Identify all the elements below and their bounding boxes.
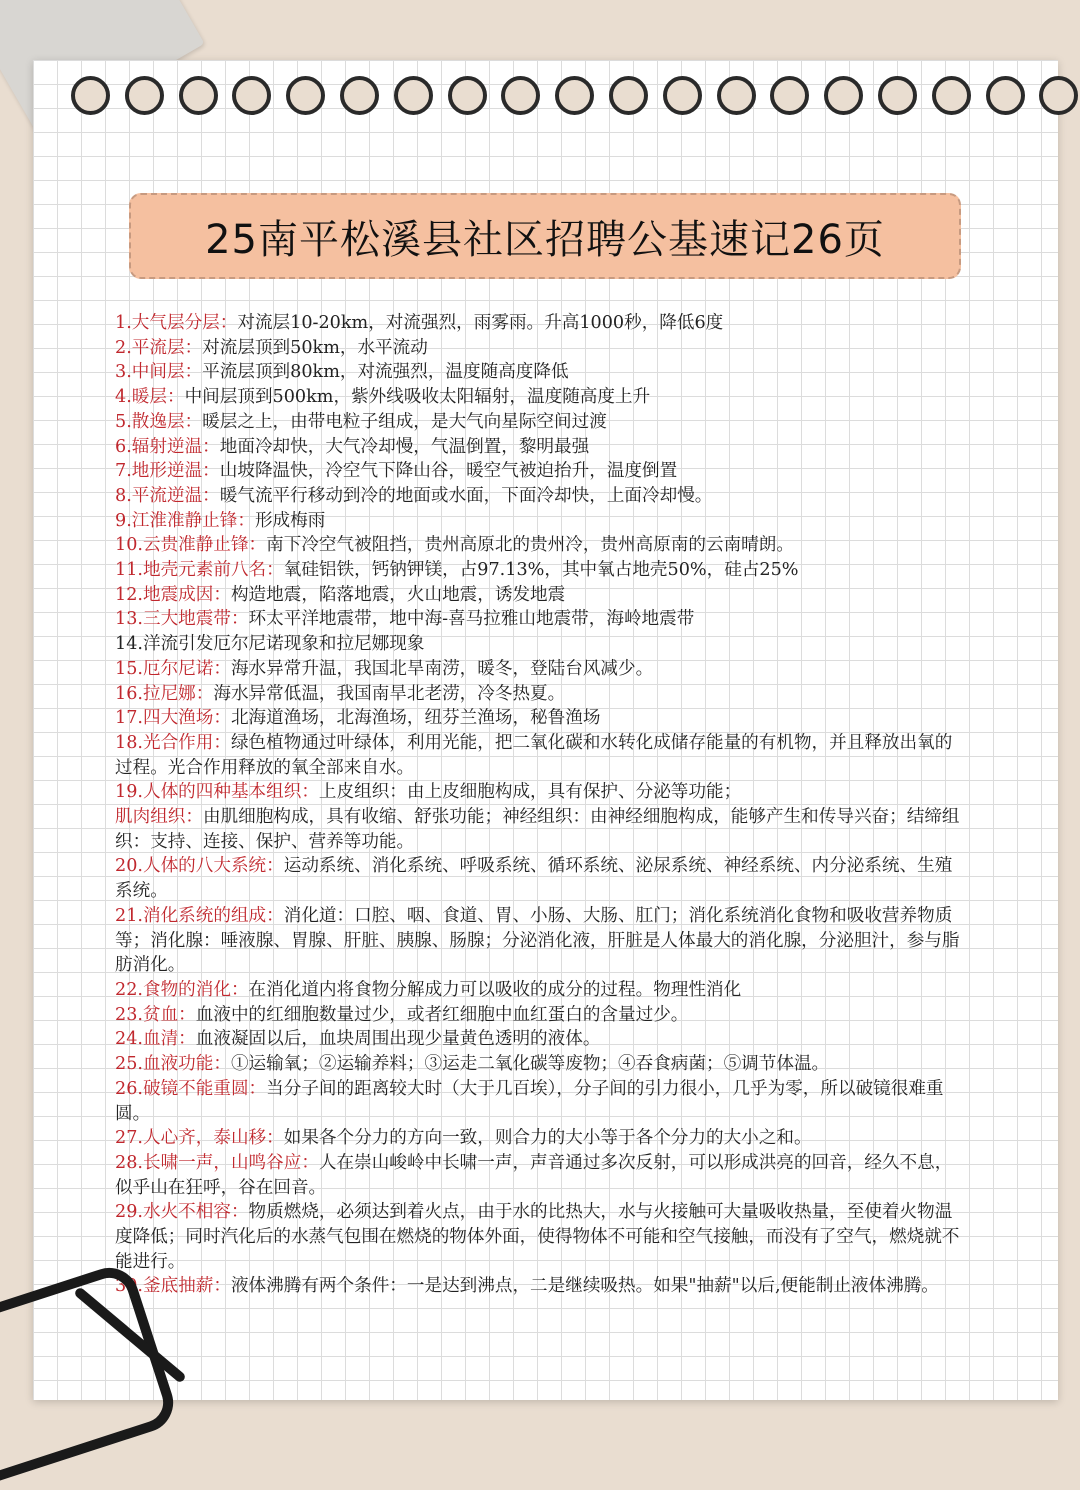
- note-text: 在消化道内将食物分解成力可以吸收的成分的过程。物理性消化: [248, 979, 742, 1000]
- note-text: 对流层10-20km，对流强烈，雨雾雨。升高1000秒，降低6度: [237, 313, 724, 333]
- note-term: 7.地形逆温：: [115, 461, 220, 482]
- note-text: 人在崇山峻岭中长啸一声，声音通过多次反射，可以形成洪亮的回音，经久不息，似乎山在狂呼，谷在回音。: [115, 1152, 953, 1198]
- note-entry: [115, 385, 965, 410]
- note-text: 地面冷却快，大气冷却慢，气温倒置，黎明最强: [219, 436, 590, 457]
- note-term: 5.散逸层：: [115, 411, 203, 432]
- note-term: 19.人体的四种基本组织：: [115, 782, 319, 803]
- note-entry: [115, 682, 965, 707]
- note-text: 物质燃烧，必须达到着火点，由于水的比热大，水与火接触可大量吸收热量，至使着火物温度降低；同时汽化后的水蒸气包围在燃烧的物体外面，使得物体不可能和空气接触，而没有了空气，燃烧就不能进行。: [115, 1202, 960, 1272]
- note-entry: [115, 1151, 965, 1200]
- spiral-ring: [986, 76, 1025, 115]
- note-text: 由肌细胞构成，具有收缩、舒张功能；神经组织：由神经细胞构成，能够产生和传导兴奋；结缔组织：支持、连接、保护、营养等功能。: [115, 807, 960, 852]
- note-term: 15.厄尔尼诺：: [115, 658, 231, 679]
- spiral-ring: [394, 76, 433, 115]
- note-text: 氧硅铝铁，钙钠钾镁，占97.13%，其中氧占地壳50%，硅占25%: [283, 560, 799, 581]
- note-text: 暖层之上，由带电粒子组成，是大气向星际空间过渡: [202, 411, 607, 432]
- note-term: 21.消化系统的组成：: [115, 905, 284, 926]
- note-entry: [115, 1052, 965, 1077]
- note-term: 1.大气层分层：: [115, 313, 238, 333]
- spiral-ring: [448, 76, 487, 115]
- spiral-ring: [932, 76, 971, 115]
- note-entry: [115, 854, 965, 903]
- spiral-ring: [878, 76, 917, 115]
- note-term: 11.地壳元素前八名：: [115, 560, 284, 581]
- note-entry: [115, 1003, 965, 1028]
- note-term: 30.釜底抽薪：: [115, 1276, 231, 1297]
- note-term: 8.平流逆温：: [115, 485, 220, 506]
- note-entry: [115, 706, 965, 731]
- note-entry: [115, 1077, 965, 1126]
- spiral-rings: [71, 76, 1078, 115]
- note-text: 海水异常低温，我国南旱北老涝，冷冬热夏。: [213, 683, 566, 704]
- spiral-ring: [770, 76, 809, 115]
- spiral-ring: [717, 76, 756, 115]
- note-term: 20.人体的八大系统：: [115, 856, 284, 877]
- note-entry: [115, 731, 965, 780]
- notes-list: [115, 311, 965, 1299]
- note-text: 海水异常升温，我国北旱南涝，暖冬，登陆台风减少。: [230, 658, 654, 679]
- note-term: 13.三大地震带：: [115, 609, 249, 630]
- note-entry: [115, 1027, 965, 1052]
- note-text: 血液凝固以后，血块周围出现少量黄色透明的液体。: [195, 1029, 601, 1050]
- note-entry: [115, 780, 965, 805]
- note-term: 27.人心齐，泰山移：: [115, 1128, 284, 1149]
- spiral-ring: [824, 76, 863, 115]
- note-text: 上皮组织：由上皮细胞构成，具有保护、分泌等功能；: [318, 782, 742, 803]
- note-term: 3.中间层：: [115, 362, 203, 383]
- note-entry: [115, 360, 965, 385]
- note-entry: [115, 410, 965, 435]
- note-term: 26.破镜不能重圆：: [115, 1078, 267, 1099]
- spiral-ring: [286, 76, 325, 115]
- note-text: 中间层顶到500km，紫外线吸收太阳辐射，温度随高度上升: [184, 387, 651, 408]
- title-banner: [129, 193, 961, 279]
- page-title: 25南平松溪县社区招聘公基速记26页: [205, 216, 885, 263]
- note-entry: [115, 632, 965, 657]
- note-term: 25.血液功能：: [115, 1054, 231, 1075]
- note-entry: [115, 435, 965, 460]
- spiral-ring: [501, 76, 540, 115]
- note-text: 北海道渔场，北海渔场，纽芬兰渔场，秘鲁渔场: [230, 708, 601, 729]
- note-entry: [115, 336, 965, 361]
- notebook-page: [33, 60, 1058, 1400]
- note-text: 当分子间的距离较大时（大于几百埃），分子间的引力很小，几乎为零，所以破镜很难重圆。: [115, 1078, 944, 1124]
- note-term: 23.贫血：: [115, 1004, 196, 1025]
- note-entry: [115, 1126, 965, 1151]
- note-text: ①运输氧；②运输养料；③运走二氧化碳等废物；④吞食病菌；⑤调节体温。: [230, 1054, 830, 1075]
- note-entry: [115, 978, 965, 1003]
- note-term: 29.水火不相容：: [115, 1202, 249, 1223]
- note-text: 环太平洋地震带，地中海-喜马拉雅山地震带，海岭地震带: [248, 609, 695, 630]
- note-term: 9.江淮准静止锋：: [115, 510, 255, 531]
- spiral-ring: [663, 76, 702, 115]
- note-entry: [115, 607, 965, 632]
- note-term: 18.光合作用：: [115, 732, 231, 753]
- note-text: 消化道：口腔、咽、食道、胃、小肠、大肠、肛门；消化系统消化食物和吸收营养物质等；消化腺：唾液腺、胃腺、肝脏、胰腺、肠腺；分泌消化液，肝脏是人体最大的消化腺，分泌胆汁，参与脂肪消化。: [115, 905, 960, 976]
- spiral-ring: [71, 76, 110, 115]
- note-entry: [115, 533, 965, 558]
- note-text: 液体沸腾有两个条件：一是达到沸点，二是继续吸热。如果"抽薪"以后,便能制止液体沸腾。: [230, 1276, 939, 1297]
- note-term: 4.暖层：: [115, 387, 185, 408]
- note-text: 形成梅雨: [254, 510, 326, 531]
- note-entry: [115, 805, 965, 854]
- note-term: 12.地震成因：: [115, 584, 231, 605]
- note-text: 平流层顶到80km，对流强烈，温度随高度降低: [202, 362, 569, 383]
- note-term: 6.辐射逆温：: [115, 436, 220, 457]
- note-entry: [115, 459, 965, 484]
- note-entry: [115, 484, 965, 509]
- note-text: 绿色植物通过叶绿体，利用光能，把二氧化碳和水转化成储存能量的有机物，并且释放出氧的过程。光合作用释放的氧全部来自水。: [115, 732, 953, 778]
- note-entry: [115, 1200, 965, 1274]
- spiral-ring: [1039, 76, 1078, 115]
- note-text: 如果各个分力的方向一致，则合力的大小等于各个分力的大小之和。: [283, 1128, 812, 1149]
- note-term: 肌肉组织：: [115, 807, 203, 828]
- note-term: 10.云贵准静止锋：: [115, 535, 267, 556]
- note-term: 17.四大渔场：: [115, 708, 231, 729]
- note-text: 血液中的红细胞数量过少，或者红细胞中血红蛋白的含量过少。: [195, 1004, 689, 1025]
- note-text: 山坡降温快，冷空气下降山谷，暖空气被迫抬升，温度倒置: [219, 461, 678, 482]
- spiral-ring: [125, 76, 164, 115]
- spiral-ring: [555, 76, 594, 115]
- spiral-ring: [609, 76, 648, 115]
- note-term: 24.血清：: [115, 1029, 196, 1050]
- spiral-ring: [232, 76, 271, 115]
- note-term: 16.拉尼娜：: [115, 683, 214, 704]
- note-entry: [115, 509, 965, 534]
- note-text: 南下冷空气被阻挡，贵州高原北的贵州冷，贵州高原南的云南晴朗。: [266, 535, 794, 556]
- spiral-ring: [179, 76, 218, 115]
- note-entry: [115, 311, 965, 336]
- note-entry: [115, 583, 965, 608]
- note-entry: [115, 558, 965, 583]
- note-term: 2.平流层：: [115, 337, 203, 358]
- note-text: 构造地震，陷落地震，火山地震，诱发地震: [230, 584, 566, 605]
- note-text: 暖气流平行移动到冷的地面或水面，下面冷却快，上面冷却慢。: [219, 485, 713, 506]
- note-entry: [115, 904, 965, 978]
- note-text: 运动系统、消化系统、呼吸系统、循环系统、泌尿系统、神经系统、内分泌系统、生殖系统。: [115, 856, 953, 902]
- note-text: 14.洋流引发厄尔尼诺现象和拉尼娜现象: [115, 634, 425, 655]
- note-entry: [115, 1274, 965, 1299]
- note-term: 22.食物的消化：: [115, 979, 249, 1000]
- note-entry: [115, 657, 965, 682]
- note-text: 对流层顶到50km，水平流动: [202, 337, 428, 358]
- note-term: 28.长啸一声，山鸣谷应：: [115, 1152, 319, 1173]
- spiral-ring: [340, 76, 379, 115]
